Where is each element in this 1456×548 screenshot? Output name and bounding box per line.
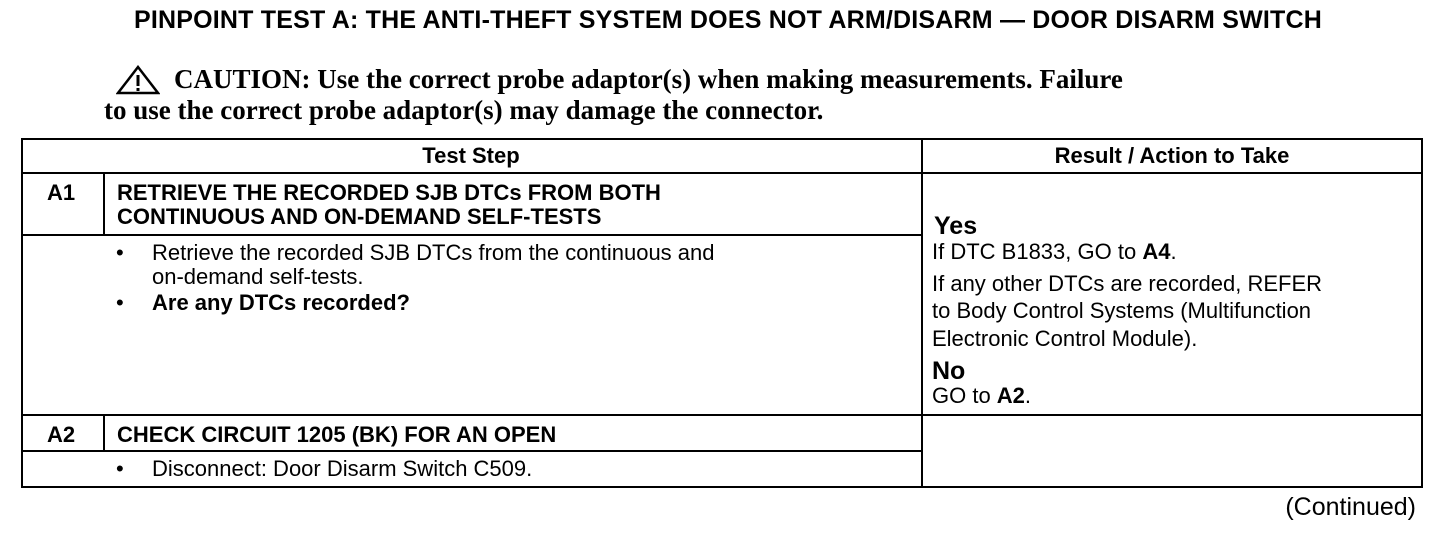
- a2-bullet1: Disconnect: Door Disarm Switch C509.: [152, 456, 533, 481]
- result-yes-line2: If any other DTCs are recorded, REFER: [932, 271, 1323, 296]
- result-no-label: No: [932, 357, 966, 385]
- result-no-line: GO to A2.: [932, 383, 1032, 408]
- caution-note: [104, 64, 1334, 126]
- continued-label: (Continued): [1285, 493, 1416, 521]
- bullet-icon: •: [116, 290, 124, 315]
- result-yes-line4: Electronic Control Module).: [932, 326, 1198, 351]
- page-title: PINPOINT TEST A: THE ANTI-THEFT SYSTEM DOES NOT ARM/DISARM — DOOR DISARM SWITCH: [133, 6, 1322, 34]
- a1-bullet1-line2: on-demand self-tests.: [152, 264, 364, 289]
- result-yes-line1: If DTC B1833, GO to A4.: [932, 239, 1177, 264]
- header-result: Result / Action to Take: [1054, 143, 1290, 168]
- caution-text-line2: to use the correct probe adaptor(s) may damage the connector.: [104, 95, 824, 125]
- a1-bullet2: Are any DTCs recorded?: [152, 290, 410, 315]
- step-id-a2: A2: [47, 422, 76, 447]
- step-id-a1: A1: [47, 180, 76, 205]
- result-yes-line3: to Body Control Systems (Multifunction: [932, 298, 1312, 323]
- bullet-icon: •: [116, 240, 124, 265]
- caution-text-line1: CAUTION: Use the correct probe adaptor(s) when making measurements. Failure: [174, 64, 1123, 94]
- warning-triangle-icon: [116, 65, 160, 95]
- pinpoint-test-table: [21, 138, 1423, 488]
- header-test-step: Test Step: [422, 143, 520, 168]
- step-heading-a2: CHECK CIRCUIT 1205 (BK) FOR AN OPEN: [117, 422, 557, 447]
- bullet-icon: •: [116, 456, 124, 481]
- step-heading-a1-line1: RETRIEVE THE RECORDED SJB DTCs FROM BOTH: [117, 180, 661, 205]
- a1-bullet1-line1: Retrieve the recorded SJB DTCs from the continuous and: [152, 240, 715, 265]
- step-heading-a1-line2: CONTINUOUS AND ON-DEMAND SELF-TESTS: [117, 204, 602, 229]
- result-yes-label: Yes: [934, 212, 978, 240]
